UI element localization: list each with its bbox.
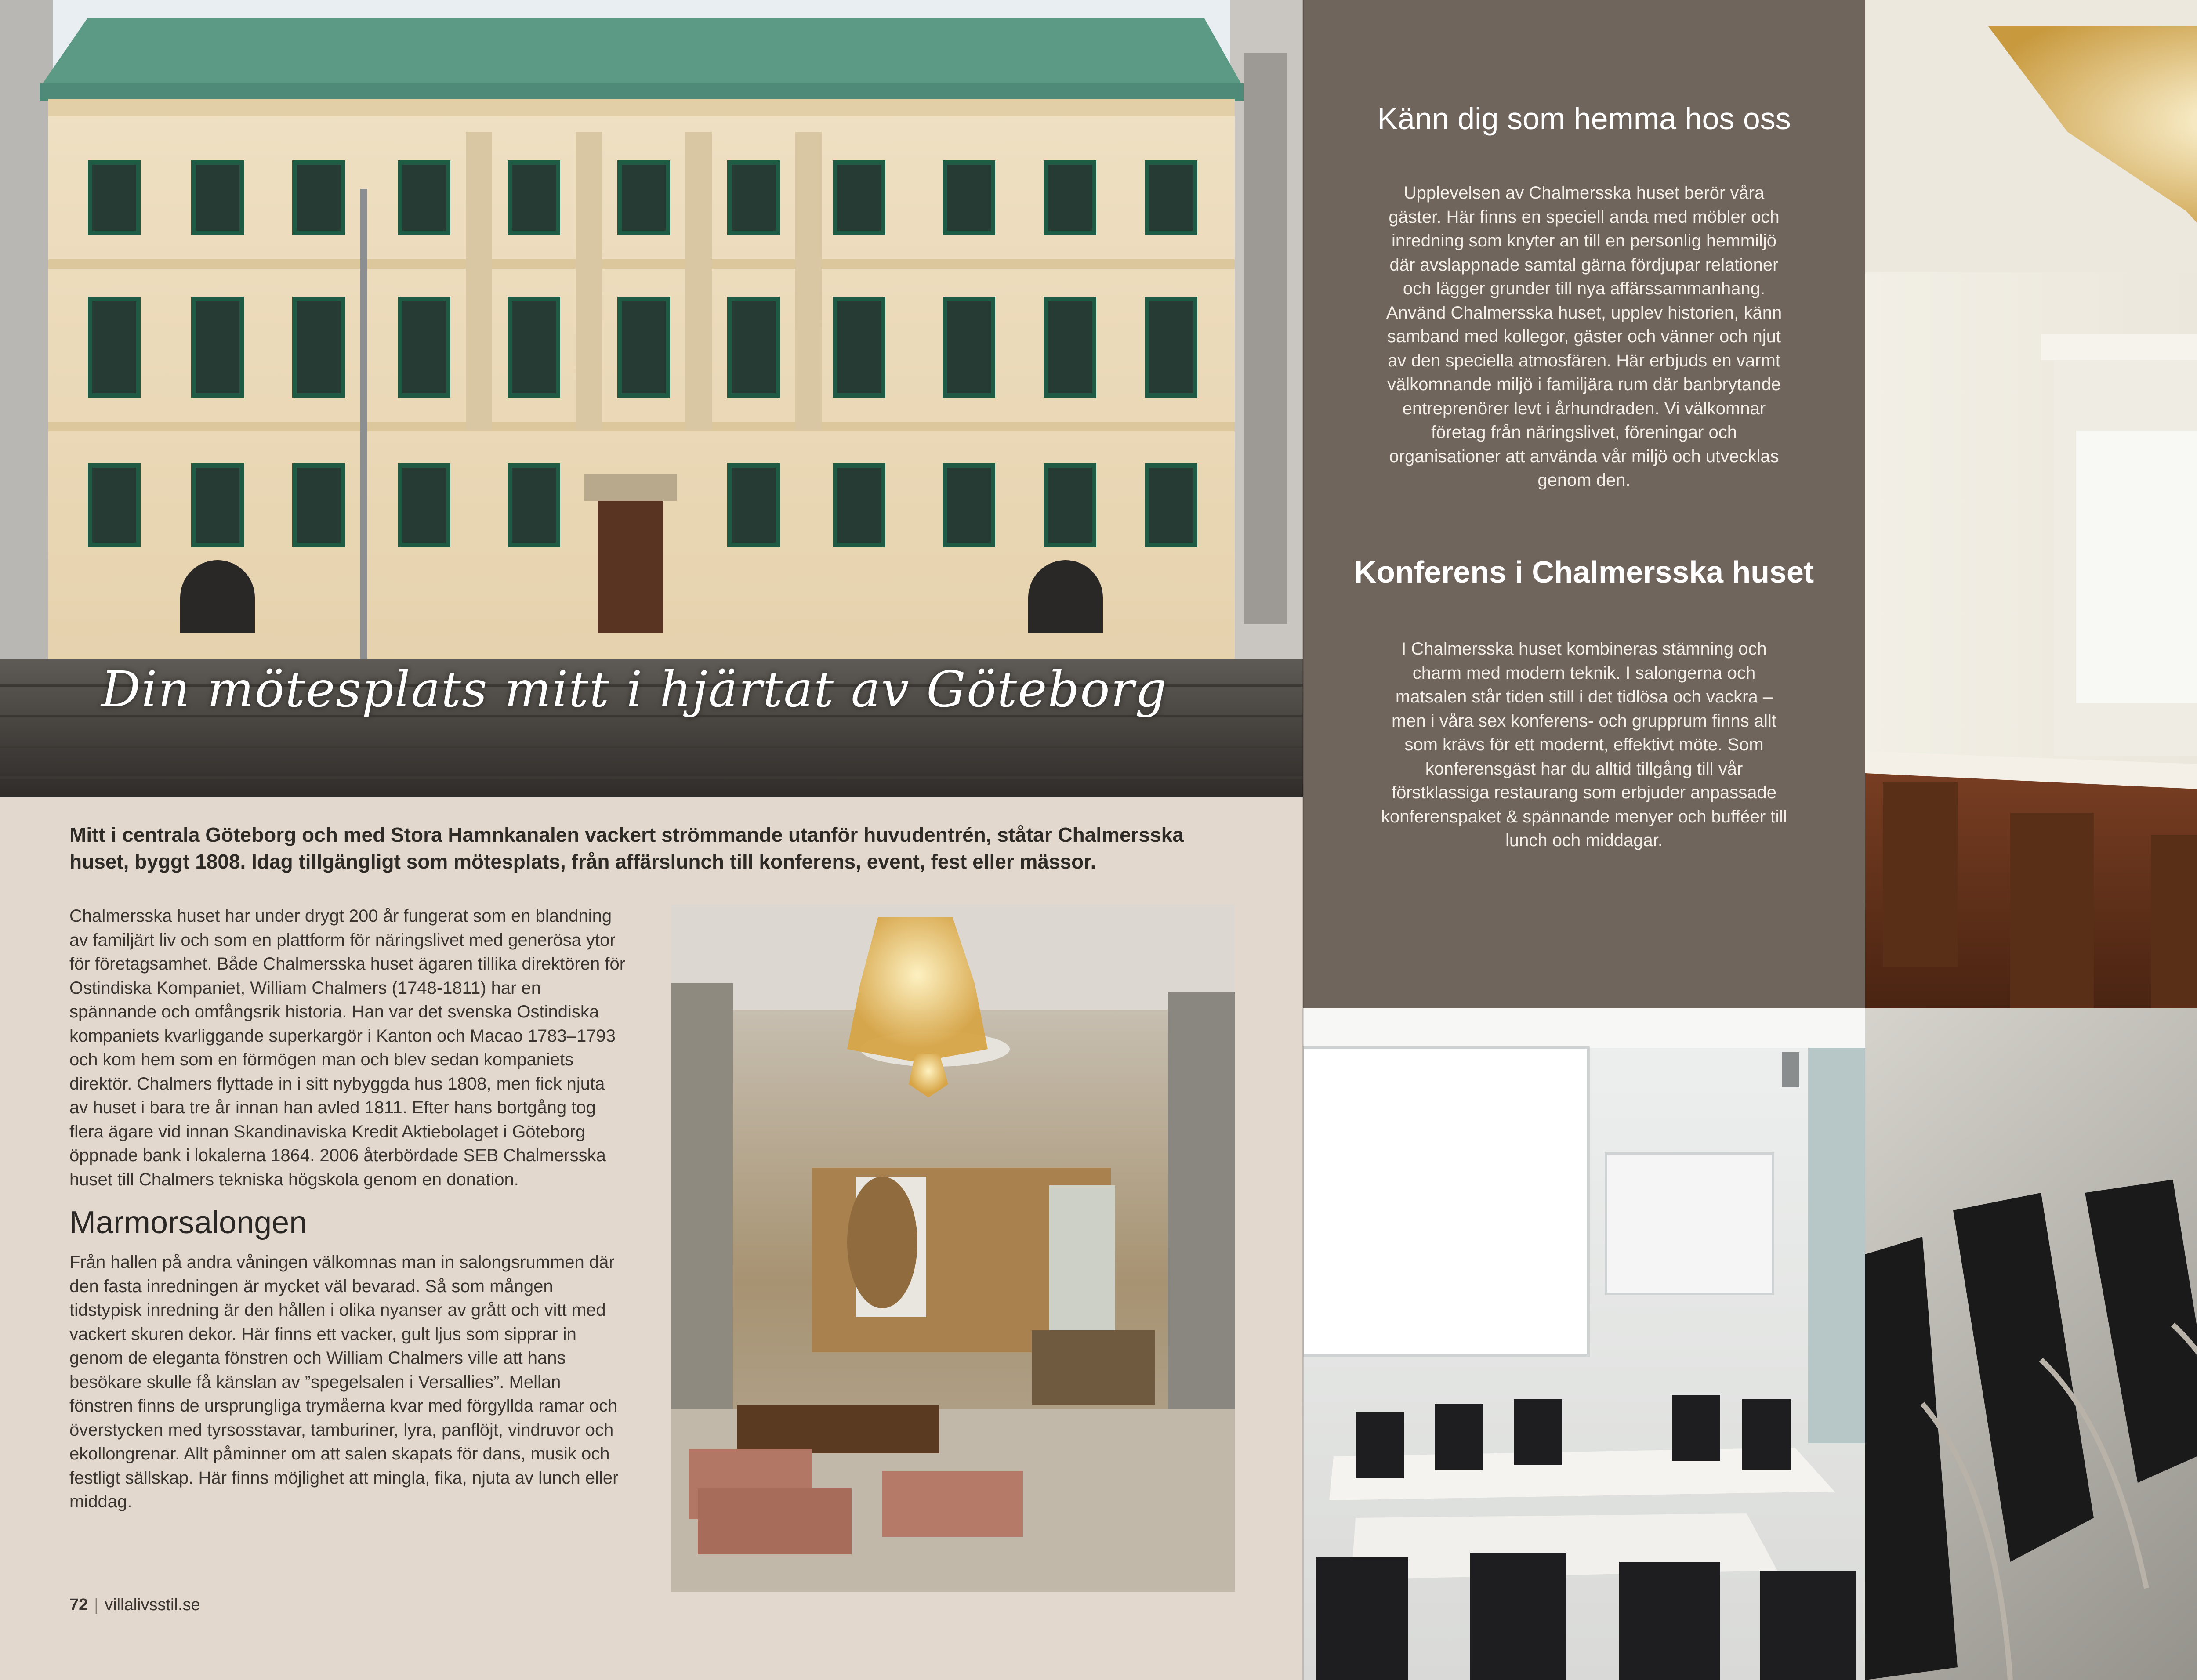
dining-room-photo — [1865, 0, 2197, 1008]
intro-paragraph: Mitt i centrala Göteborg och med Stora Hamnkanalen vackert strömmande utanför huvudentrén, ståtar Chalmersska huset, byggt 1808. Idag tillgängligt som mötesplats, från affärslunch till konferens, event, fest eller mässor. — [69, 823, 1184, 873]
page-number-left: 72 — [69, 1596, 88, 1614]
salon-interior-photo — [671, 904, 1235, 1592]
marmorsalongen-heading: Marmorsalongen — [69, 1205, 307, 1240]
meeting-room-photo — [1303, 1008, 1865, 1680]
home-paragraph: Upplevelsen av Chalmersska huset berör våra gäster. Här finns en speciell anda med möbler och inredning som knyter an till en personlig hemmiljö där avslappnade samtal gärna fördjupar relationer och lägger grunder till nya affärssammanhang. Använd Chalmersska huset, upplev historien, känn samband med kollegor, gäster och vänner och njut av den speciella atmosfären. Här erbjuds en varmt välkomnande miljö i familjära rum där banbrytande entreprenörer levt i århundraden. Vi välkomnar företag från näringslivet, föreningar och organisationer att använda vår miljö och utvecklas genom den. — [1386, 183, 1782, 490]
history-paragraph: Chalmersska huset har under drygt 200 år fungerat som en blandning av familjärt liv och som en plattform för näringslivet med generösa ytor för företagsamhet. Både Chalmersska huset ägaren tillika direktören för Ostindiska Kompaniet, William Chalmers (1748-1811) har en spännande och omfångsrik historia. Han var det svenska Ostindiska kompaniets kvarliggande superkargör i Kanton och Macao 1783–1793 och kom hem som en förmögen man och blev sedan kompaniets direktör. Chalmers flyttade in i sitt nybyggda hus 1808, men fick njuta av huset i bara tre år innan han avled 1811. Efter hans bortgång tog flera ägare vid innan Skandinaviska Kredit Aktiebolaget i Göteborg öppnade bank i lokalerna 1864. 2006 återbördade SEB Chalmersska huset till Chalmers tekniska högskola genom en donation. — [69, 906, 626, 1189]
left-page-folio — [69, 1596, 200, 1615]
page-gutter — [1302, 0, 1304, 1680]
marmorsalongen-paragraph: Från hallen på andra våningen välkomnas man in salongsrummen där den fasta inredningen är mycket väl bevarad. Så som mången tidstypisk inredning är den hållen i olika nyanser av grått och vitt med vackert skuren dekor. Här finns ett vacker, gult ljus som sipprar in genom de eleganta fönstren och William Chalmers ville att hans besökare skulle få känslan av ”spegelsalen i Versallies”. Mellan fönstren finns de ursprungliga trymåerna kvar med förgyllda ramar och överstycken med tyrsosstavar, tamburiner, lyra, panflöjt, vindruvor och ekollongrenar. Allt påminner om att salen skapats för dans, musik och festligt sällskap. Här finns möjlighet att mingla, fika, njuta av lunch eller middag. — [69, 1253, 619, 1511]
text-panel — [1303, 0, 1865, 1008]
home-heading: Känn dig som hemma hos oss — [1377, 101, 1791, 136]
left-text-column — [69, 904, 627, 1514]
conference-heading: Konferens i Chalmersska huset — [1354, 555, 1814, 589]
auditorium-chairs-photo — [1865, 1008, 2197, 1680]
hero-tagline: Din mötesplats mitt i hjärtat av Göteborg — [101, 661, 1167, 718]
folio-separator-left: | — [94, 1596, 99, 1614]
conference-paragraph: I Chalmersska huset kombineras stämning och charm med modern teknik. I salongerna och matsalen står tiden still i det tidlösa och vackra – men i våra sex konferens- och grupprum finns allt som krävs för ett modernt, effektivt möte. Som konferensgäst har du alltid tillgång till vår förstklassiga restaurang som erbjuder anpassade konferenspaket & spännande menyer och bufféer till lunch och middagar. — [1381, 639, 1787, 850]
site-name-left: villalivsstil.se — [105, 1596, 200, 1614]
